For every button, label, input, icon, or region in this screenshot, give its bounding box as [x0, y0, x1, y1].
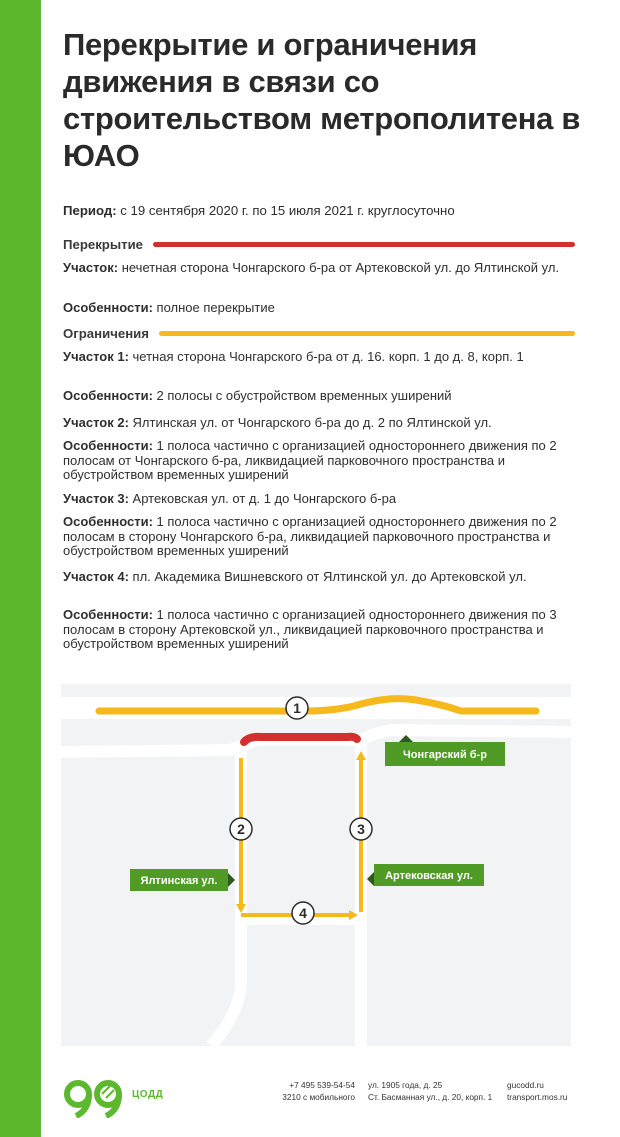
road-map	[61, 684, 571, 1046]
closure-legend-bar	[153, 242, 575, 247]
entry-text: пл. Академика Вишневского от Ялтинской ул. до Артековской ул.	[128, 569, 527, 584]
footer-site-1[interactable]: gucodd.ru	[507, 1080, 544, 1090]
yaltinskaya-pointer	[228, 873, 235, 887]
section-3-marker-text: 3	[357, 821, 365, 837]
entry-label: Особенности:	[63, 388, 153, 403]
restrictions-legend-bar	[159, 331, 575, 336]
footer-phone-col	[277, 1079, 355, 1103]
entry-text: четная сторона Чонгарского б-ра от д. 16. корп. 1 до д. 8, корп. 1	[128, 349, 524, 364]
entry-label: Участок:	[63, 260, 119, 275]
footer	[0, 1060, 620, 1137]
entry-label: Участок 1:	[63, 349, 129, 364]
footer-address-col	[368, 1079, 492, 1103]
period-line	[63, 203, 583, 218]
entry-text: 1 полоса частично с организацией одностороннего движения по 3 полосам в сторону Артековской ул., ликвидацией парковочного пространства и обустройством временных уширений	[63, 607, 557, 651]
closure-heading-label: Перекрытие	[63, 236, 144, 252]
entry-label: Особенности:	[63, 514, 153, 529]
yaltinskaya-label: Ялтинская ул.	[140, 875, 218, 887]
closure-heading	[63, 235, 575, 253]
footer-address-1: ул. 1905 года, д. 25	[368, 1080, 443, 1090]
artekovskaya-pointer	[367, 872, 374, 886]
entry-text: 1 полоса частично с организацией одностороннего движения по 2 полосам в сторону Чонгарского б-ра, ликвидацией парковочного пространства и обустройством временных уширений	[63, 514, 557, 558]
page-title: Перекрытие и ограничения движения в связи со строительством метрополитена в ЮАО	[63, 27, 581, 173]
entry-text: Ялтинская ул. от Чонгарского б-ра до д. 2 по Ялтинской ул.	[128, 415, 492, 430]
section-3-entry	[63, 492, 583, 507]
period-label: Период:	[63, 203, 117, 218]
entry-label: Участок 3:	[63, 491, 129, 506]
section-3-features-entry	[63, 515, 583, 559]
section-1-features-entry	[63, 389, 583, 404]
section-1-marker-text: 1	[293, 700, 301, 716]
section-2-entry	[63, 416, 583, 431]
section-1-entry	[63, 350, 583, 365]
entry-text: полное перекрытие	[152, 300, 275, 315]
period-text: с 19 сентября 2020 г. по 15 июля 2021 г. круглосуточно	[116, 203, 455, 218]
entry-text: 1 полоса частично с организацией одностороннего движения по 2 полосам от Чонгарского б-ра, ликвидацией парковочного пространства и обустройством временных уширений	[63, 438, 557, 482]
closure-features-entry	[63, 301, 583, 316]
entry-label: Участок 2:	[63, 415, 129, 430]
closure-section-entry	[63, 261, 583, 276]
road-yaltinskaya	[211, 744, 241, 1046]
entry-label: Особенности:	[63, 607, 153, 622]
entry-label: Особенности:	[63, 300, 153, 315]
entry-text: нечетная сторона Чонгарского б-ра от Артековской ул. до Ялтинской ул.	[118, 260, 560, 275]
footer-mobile: 3210 с мобильного	[282, 1092, 355, 1102]
restrictions-heading	[63, 324, 575, 342]
footer-sites-col	[507, 1079, 567, 1103]
section-2-features-entry	[63, 439, 583, 483]
entry-label: Участок 4:	[63, 569, 129, 584]
entry-label: Особенности:	[63, 438, 153, 453]
road-map-svg	[61, 684, 571, 1046]
section-4-marker-text: 4	[299, 905, 307, 921]
section-4-features-entry	[63, 608, 583, 652]
entry-text: 2 полосы с обустройством временных уширений	[152, 388, 452, 403]
codd-logo-icon	[62, 1074, 128, 1118]
artekovskaya-label: Артековская ул.	[385, 870, 473, 882]
chongarsky-label: Чонгарский б-р	[403, 749, 487, 761]
brand-name: ЦОДД	[132, 1089, 164, 1100]
green-side-stripe	[0, 0, 41, 1137]
section-4-entry	[63, 570, 583, 585]
footer-address-2: Ст. Басманная ул., д. 20, корп. 1	[368, 1092, 493, 1102]
section-2-marker-text: 2	[237, 821, 245, 837]
entry-text: Артековская ул. от д. 1 до Чонгарского б-ра	[128, 491, 397, 506]
footer-site-2[interactable]: transport.mos.ru	[507, 1092, 568, 1102]
restrictions-heading-label: Ограничения	[63, 325, 149, 341]
footer-phone: +7 495 539-54-54	[289, 1080, 355, 1090]
